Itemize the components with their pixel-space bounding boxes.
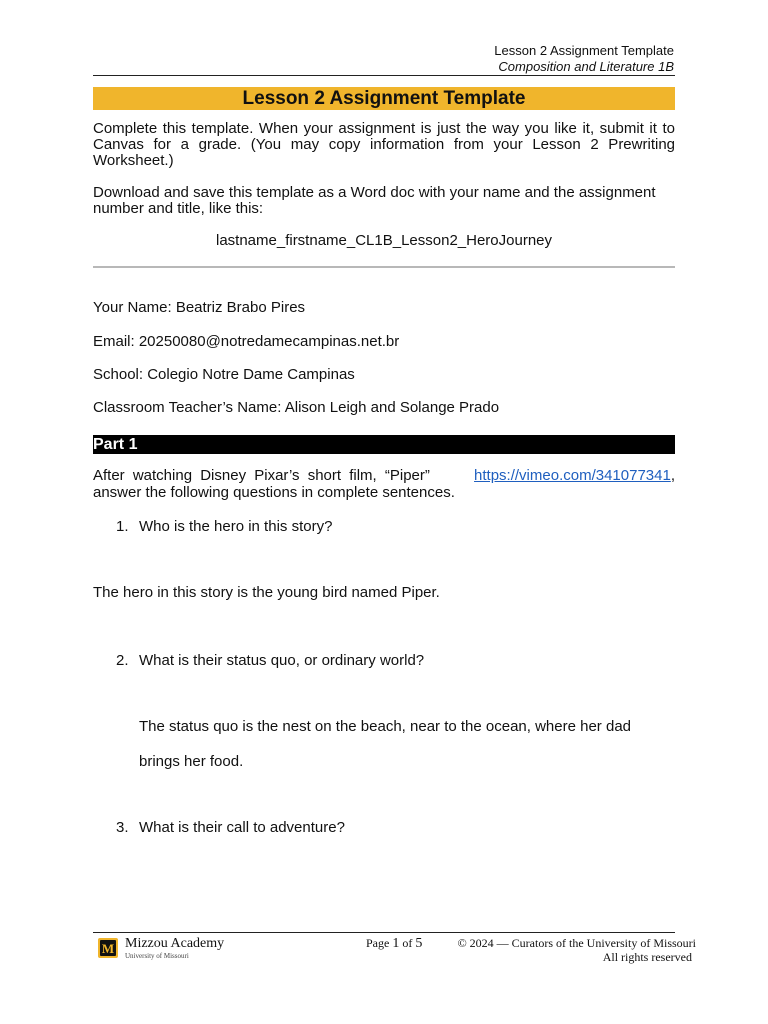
running-header-title: Lesson 2 Assignment Template [494, 43, 674, 58]
part-1-intro-line1 [93, 467, 675, 485]
answer-2-line2: brings her food. [139, 753, 244, 770]
page-number: 1 [392, 936, 400, 951]
part-1-intro-line2: answer the following questions in complete sentences. [93, 484, 455, 501]
part-1-heading: Part 1 [93, 435, 675, 454]
question-3-text: What is their call to adventure? [139, 819, 345, 836]
document-title: Lesson 2 Assignment Template [93, 87, 675, 110]
answer-1: The hero in this story is the young bird named Piper. [93, 584, 440, 601]
footer-brand: Mizzou Academy [125, 936, 225, 951]
student-email: Email: 20250080@notredamecampinas.net.br [93, 333, 400, 350]
footer-rights: All rights reserved [602, 950, 692, 964]
page-of: of [402, 936, 413, 950]
student-name: Your Name: Beatriz Brabo Pires [93, 299, 306, 316]
part-1-intro-text: After watching Disney Pixar’s short film, “Piper” [93, 467, 430, 484]
part-1-link-wrap [474, 467, 675, 485]
teacher-name: Classroom Teacher’s Name: Alison Leigh and Solange Prado [93, 399, 500, 416]
section-divider [93, 266, 675, 268]
filename-example: lastname_firstname_CL1B_Lesson2_HeroJourney [215, 232, 553, 249]
page-total: 5 [415, 936, 423, 951]
question-1-text: Who is the hero in this story? [139, 518, 333, 535]
running-header-course: Composition and Literature 1B [498, 59, 674, 74]
footer-brand-sub: University of Missouri [125, 952, 189, 960]
logo-letter: M [101, 941, 115, 956]
intro-paragraph: Complete this template. When your assignment is just the way you like it, submit it to Canvas for a grade. (You may copy information from your Lesson 2 Prewriting Worksheet.) [93, 120, 675, 169]
question-1-number: 1. [116, 518, 129, 535]
part-1-intro-comma: , [670, 467, 675, 484]
page-indicator [366, 935, 422, 952]
mizzou-logo-icon [98, 938, 118, 958]
video-link[interactable]: https://vimeo.com/341077341 [474, 467, 671, 484]
question-3-number: 3. [116, 819, 129, 836]
footer-rule [93, 932, 675, 933]
footer-copyright: © 2024 — Curators of the University of Missouri [457, 936, 696, 950]
question-2-number: 2. [116, 652, 129, 669]
student-school: School: Colegio Notre Dame Campinas [93, 366, 355, 383]
header-rule [93, 75, 675, 76]
download-paragraph: Download and save this template as a Word doc with your name and the assignment number and title, like this: [93, 184, 656, 217]
question-2-text: What is their status quo, or ordinary world? [139, 652, 425, 669]
answer-2-line1: The status quo is the nest on the beach, near to the ocean, where her dad [139, 718, 631, 735]
page-label: Page [366, 936, 390, 950]
